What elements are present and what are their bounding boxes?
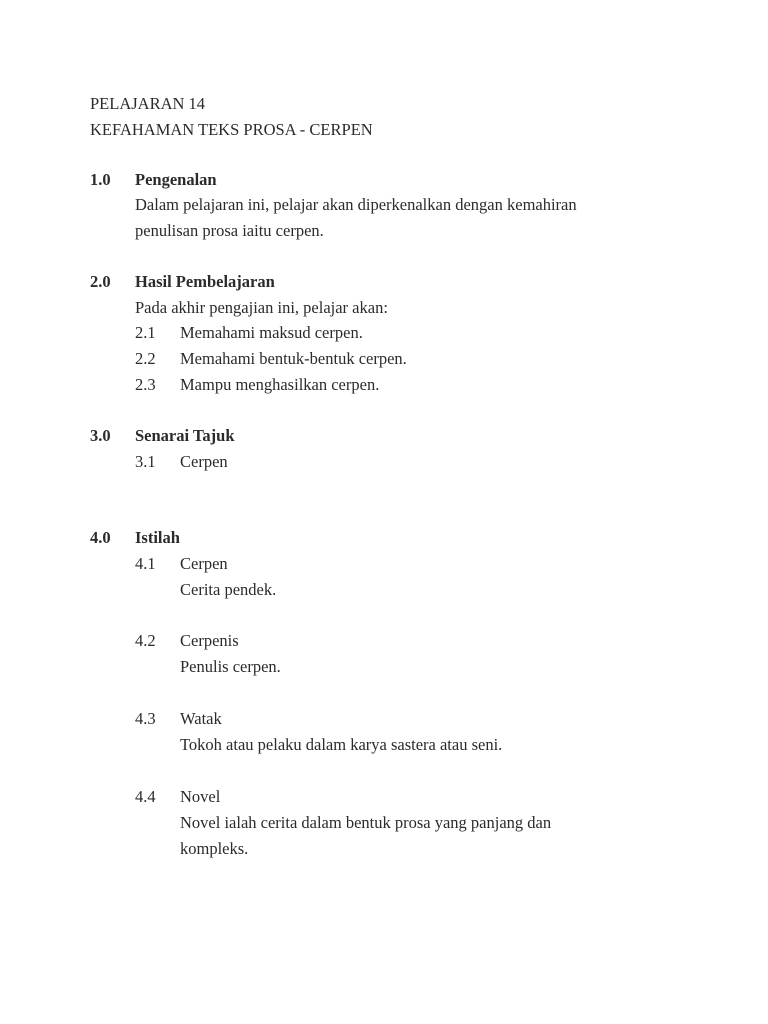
section-1-body-line-2: penulisan prosa iaitu cerpen. — [135, 221, 324, 240]
section-2-number: 2.0 — [90, 272, 111, 291]
section-3-number: 3.0 — [90, 426, 111, 445]
term-1-number: 4.1 — [135, 554, 156, 573]
term-4-number: 4.4 — [135, 787, 156, 806]
section-1-number: 1.0 — [90, 170, 111, 189]
term-3-number: 4.3 — [135, 709, 156, 728]
term-1-definition: Cerita pendek. — [180, 580, 277, 599]
section-2-item-1-number: 2.1 — [135, 323, 156, 342]
term-4-name: Novel — [180, 787, 221, 806]
section-2-item-3-number: 2.3 — [135, 375, 156, 394]
term-4-definition-line-2: kompleks. — [180, 839, 249, 858]
section-2-heading: Hasil Pembelajaran — [135, 272, 275, 291]
section-2-intro: Pada akhir pengajian ini, pelajar akan: — [135, 298, 388, 317]
section-1-body-line-1: Dalam pelajaran ini, pelajar akan diperkenalkan dengan kemahiran — [135, 195, 577, 214]
section-3-item-1-number: 3.1 — [135, 452, 156, 471]
section-1-heading: Pengenalan — [135, 170, 217, 189]
term-2-number: 4.2 — [135, 631, 156, 650]
document-title: KEFAHAMAN TEKS PROSA - CERPEN — [90, 120, 373, 139]
section-4-heading: Istilah — [135, 528, 180, 547]
section-3-item-1-text: Cerpen — [180, 452, 228, 471]
term-2-name: Cerpenis — [180, 631, 239, 650]
section-2-item-1-text: Memahami maksud cerpen. — [180, 323, 363, 342]
section-3-heading: Senarai Tajuk — [135, 426, 235, 445]
term-4-definition-line-1: Novel ialah cerita dalam bentuk prosa yang panjang dan — [180, 813, 552, 832]
section-2-item-2-number: 2.2 — [135, 349, 156, 368]
term-1-name: Cerpen — [180, 554, 228, 573]
section-2-item-2-text: Memahami bentuk-bentuk cerpen. — [180, 349, 407, 368]
lesson-number: PELAJARAN 14 — [90, 94, 206, 113]
term-3-definition: Tokoh atau pelaku dalam karya sastera atau seni. — [180, 735, 503, 754]
section-4-number: 4.0 — [90, 528, 111, 547]
term-2-definition: Penulis cerpen. — [180, 657, 281, 676]
term-3-name: Watak — [180, 709, 222, 728]
section-2-item-3-text: Mampu menghasilkan cerpen. — [180, 375, 380, 394]
